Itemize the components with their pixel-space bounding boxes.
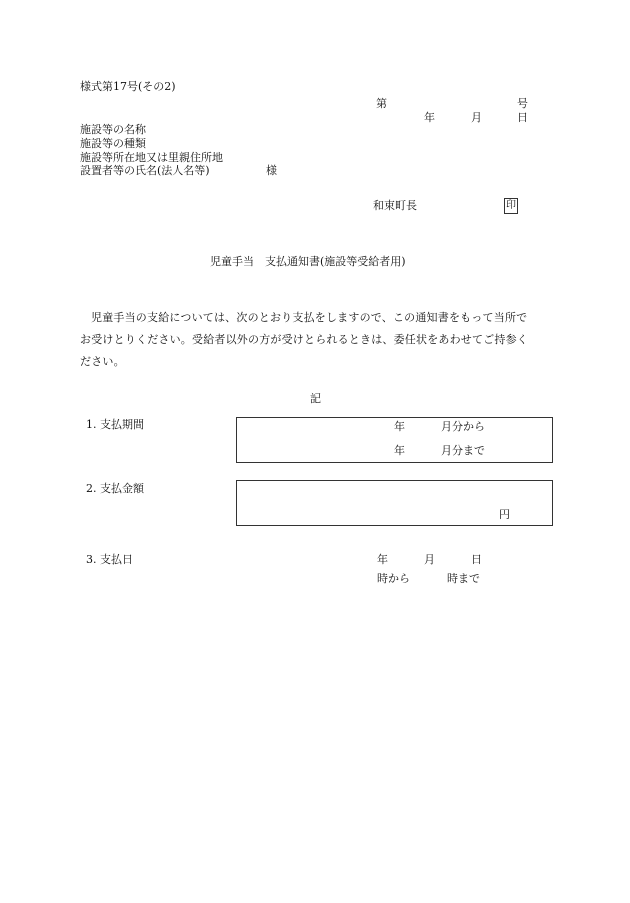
facility-type-label: 施設等の種類 (80, 137, 146, 150)
payday-day: 日 (471, 553, 482, 566)
document-title: 児童手当 支払通知書(施設等受給者用) (210, 255, 406, 268)
ki-heading: 記 (310, 392, 321, 405)
period-from-month: 月分から (441, 420, 485, 433)
period-label: 1. 支払期間 (86, 418, 144, 431)
amount-label: 2. 支払金額 (86, 482, 144, 495)
doc-number-prefix: 第 (376, 97, 387, 110)
date-day: 日 (517, 111, 528, 124)
facility-address-label: 施設等所在地又は里親住所地 (80, 151, 223, 164)
form-number: 様式第17号(その2) (80, 80, 176, 93)
honorific: 様 (266, 164, 277, 177)
facility-name-label: 施設等の名称 (80, 123, 146, 136)
payday-time-to: 時まで (447, 572, 480, 585)
date-year: 年 (424, 111, 435, 124)
payday-label: 3. 支払日 (86, 553, 133, 566)
doc-number-suffix: 号 (517, 97, 528, 110)
issuer-title: 和束町長 (373, 199, 417, 212)
period-to-month: 月分まで (441, 444, 485, 457)
payday-time-from: 時から (377, 572, 410, 585)
seal-mark: 印 (504, 198, 518, 214)
date-month: 月 (471, 111, 482, 124)
owner-name-label: 設置者等の氏名(法人名等) (80, 164, 210, 177)
period-to-year: 年 (394, 444, 405, 457)
body-paragraph: 児童手当の支給については、次のとおり支払をしますので、この通知書をもって当所でお受けとりください。受給者以外の方が受けとられるときは、委任状をあわせてご持参ください。 (80, 311, 528, 368)
payday-month: 月 (424, 553, 435, 566)
payday-year: 年 (377, 553, 388, 566)
period-from-year: 年 (394, 420, 405, 433)
amount-unit: 円 (499, 508, 510, 521)
